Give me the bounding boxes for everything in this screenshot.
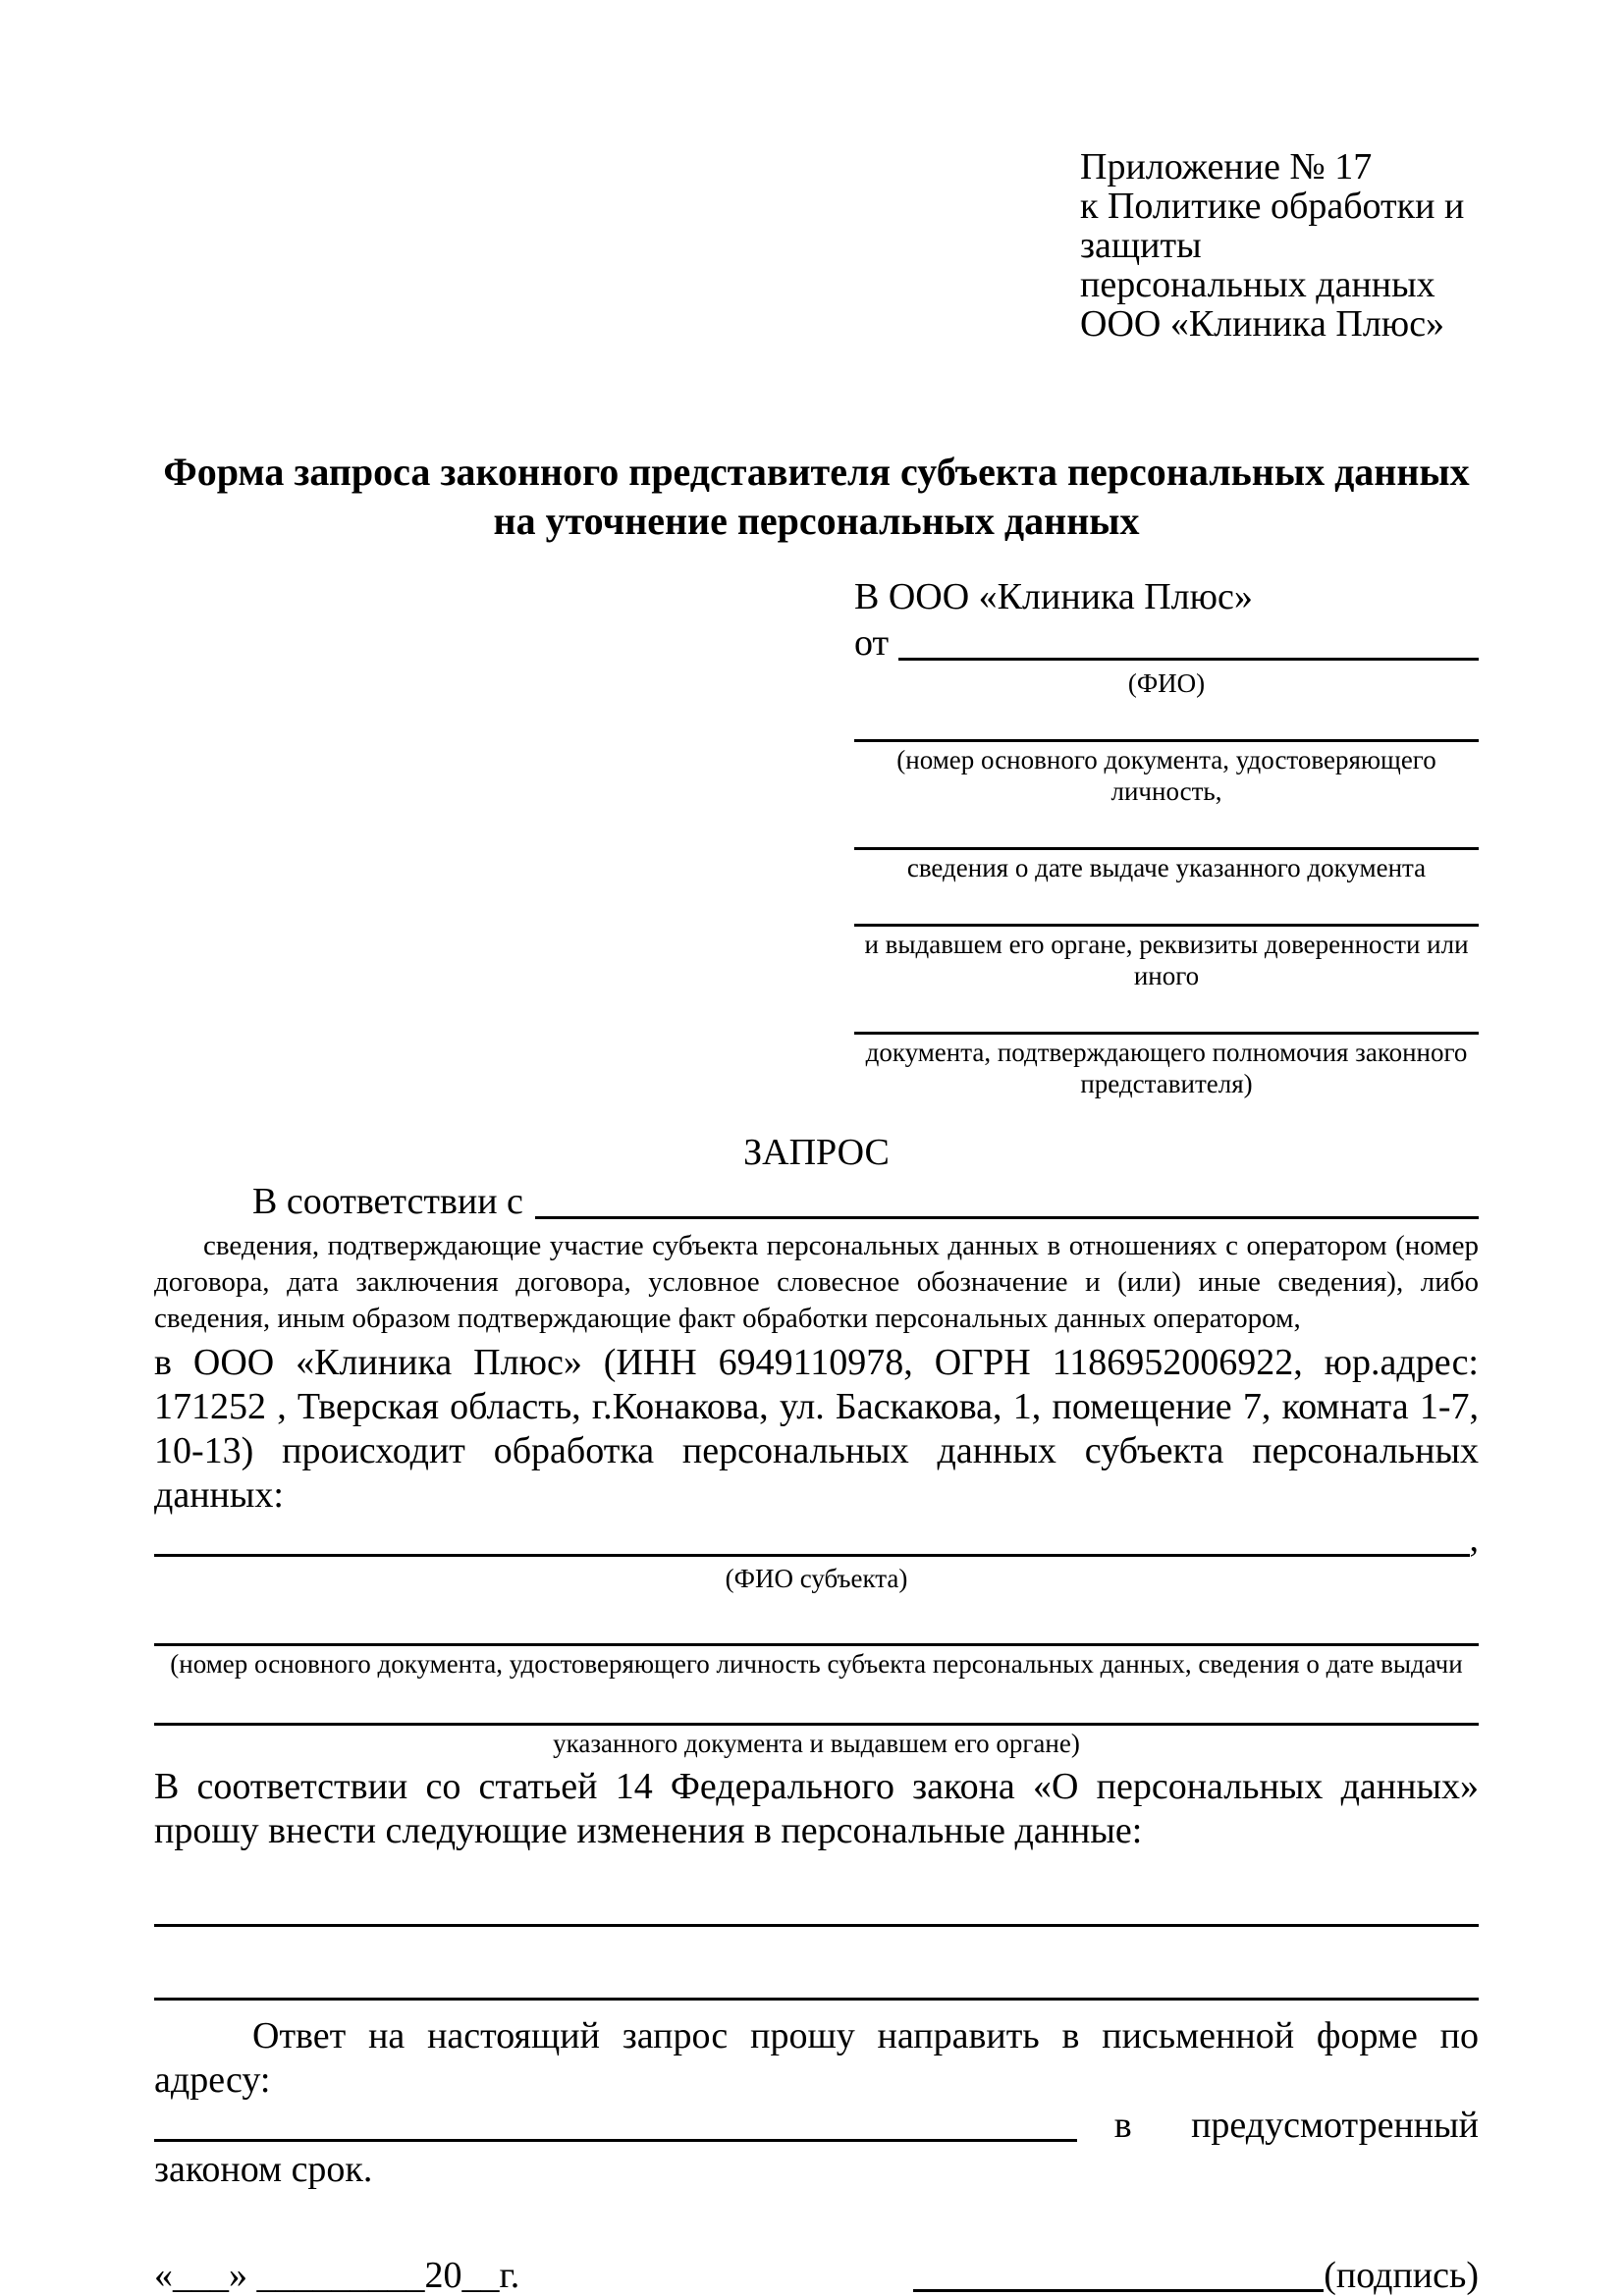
blank-line <box>854 725 1479 742</box>
blank-line-caption: и выдавшем его органе, реквизиты доверенности или иного <box>864 930 1469 990</box>
appendix-block <box>1080 147 1479 344</box>
representative-doc-group <box>854 725 1479 807</box>
appendix-line: Приложение № 17 <box>1080 146 1373 187</box>
subject-doc-caption: указанного документа и выдавшем его органе) <box>553 1729 1080 1758</box>
changes-blank-line <box>154 1984 1479 2001</box>
request-basis-row <box>154 1179 1479 1225</box>
date-signature-row <box>154 2253 1479 2296</box>
reply-word-right: предусмотренный <box>1191 2105 1479 2146</box>
appendix-line: ООО «Клиника Плюс» <box>1080 303 1445 345</box>
blank-line-caption: документа, подтверждающего полномочия законного представителя) <box>865 1038 1468 1098</box>
signature-blank-line <box>913 2289 1324 2292</box>
signature-caption: (подпись) <box>1324 2255 1479 2296</box>
subject-name-blank-line <box>154 1554 1470 1557</box>
document-title-line-1: Форма запроса законного представителя субъекта персональных данных <box>163 450 1470 494</box>
amendment-paragraph: В соответствии со статьей 14 Федерального закона «О персональных данных» прошу внести следующие изменения в персональные данные: <box>154 1766 1479 1851</box>
from-label: от <box>854 622 890 664</box>
subject-name-comma: , <box>1469 1519 1479 1560</box>
request-heading: ЗАПРОС <box>743 1132 890 1173</box>
changes-blank-line <box>154 1910 1479 1927</box>
fio-caption: (ФИО) <box>1127 668 1206 698</box>
subject-fio-caption: (ФИО субъекта) <box>725 1564 908 1593</box>
reply-paragraph: Ответ на настоящий запрос прошу направить в письменной форме по адресу: <box>154 2015 1479 2101</box>
blank-line <box>854 1018 1479 1035</box>
subject-doc-caption: (номер основного документа, удостоверяющего личность субъекта персональных данных, сведения о дате выдачи <box>170 1649 1463 1679</box>
reply-address-blank-line <box>154 2139 1077 2142</box>
addressee-to: В ООО «Клиника Плюс» <box>854 576 1253 617</box>
appendix-line: персональных данных <box>1080 264 1435 305</box>
subject-doc-blank-line <box>154 1629 1479 1646</box>
addressee-block <box>854 575 1479 1099</box>
reply-end: законом срок. <box>154 2149 373 2190</box>
representative-doc-group <box>854 910 1479 991</box>
request-basis-label: В соответствии с <box>252 1181 523 1222</box>
blank-line <box>854 910 1479 927</box>
representative-doc-group <box>854 1018 1479 1099</box>
appendix-line: к Политике обработки и защиты <box>1080 186 1465 266</box>
subject-name-row <box>154 1518 1479 1561</box>
operator-paragraph: в ООО «Клиника Плюс» (ИНН 6949110978, ОГРН 1186952006922, юр.адрес: 171252 , Тверская область, г.Конакова, ул. Баскакова, 1, помещение 7, комната 1-7, 10-13) происходит обработка персональных данных субъекта персональных данных: <box>154 1342 1479 1516</box>
blank-line-caption: (номер основного документа, удостоверяющего личность, <box>896 745 1436 806</box>
representative-doc-group <box>854 833 1479 883</box>
document-title <box>154 448 1479 546</box>
reply-word-v: в <box>1113 2105 1132 2146</box>
blank-line <box>854 833 1479 850</box>
basis-footnote: сведения, подтверждающие участие субъекта персональных данных в отношениях с оператором (номер договора, дата заключения договора, условное словесное обозначение и (или) иные сведения), либо сведения, иным образом подтверждающие факт обработки персональных данных оператором, <box>154 1230 1479 1334</box>
addressee-from-row <box>854 621 1479 666</box>
request-basis-blank-line <box>535 1216 1479 1219</box>
blank-line-caption: сведения о дате выдаче указанного документа <box>906 853 1427 882</box>
document-title-line-2: на уточнение персональных данных <box>493 499 1140 543</box>
reply-address-row <box>154 2103 1479 2148</box>
from-blank-line <box>898 658 1479 661</box>
subject-doc-blank-line <box>154 1709 1479 1726</box>
date-line: «___» _________20__г. <box>154 2255 520 2296</box>
